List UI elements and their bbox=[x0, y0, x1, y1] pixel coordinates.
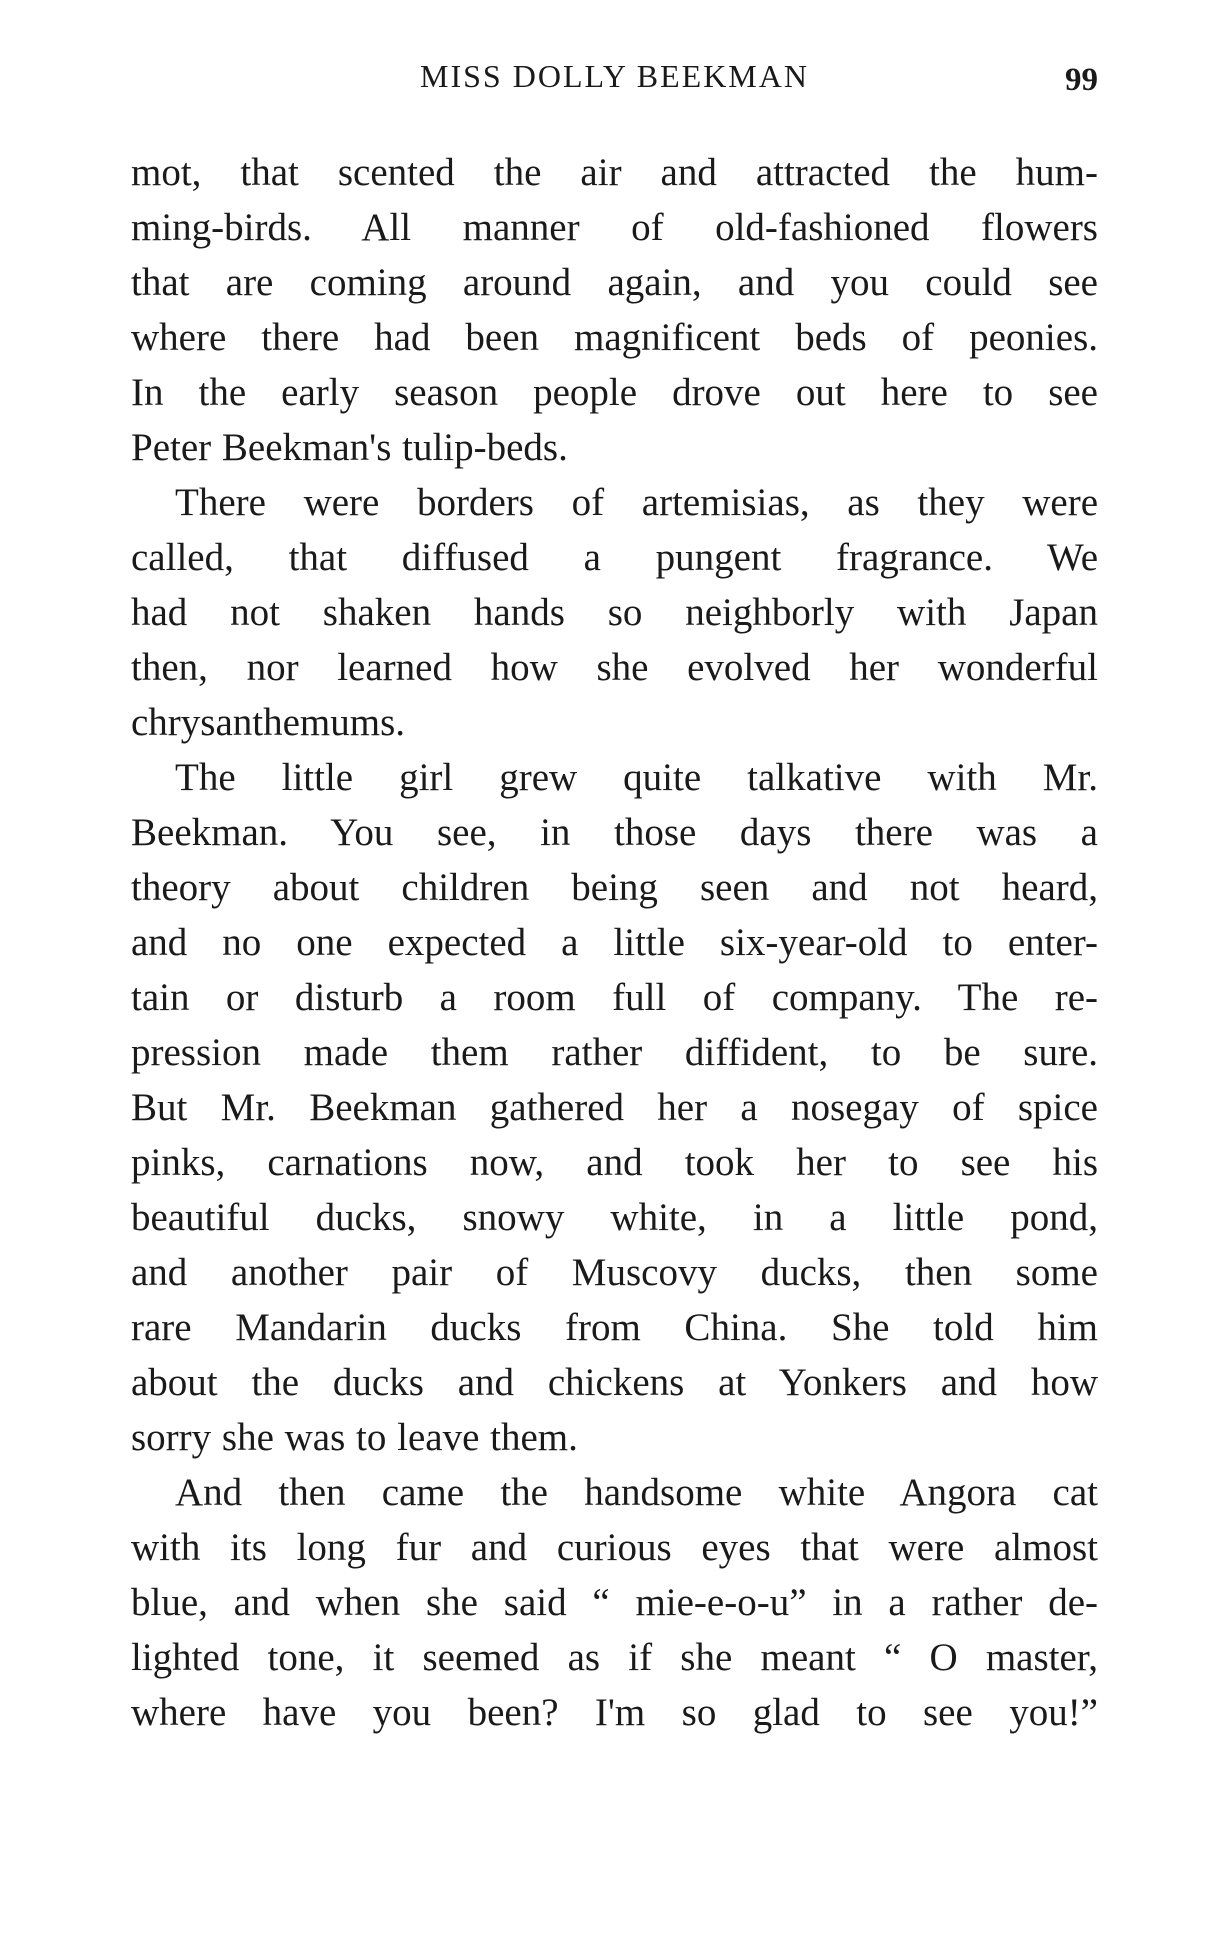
text-line: Beekman. You see, in those days there was a bbox=[131, 811, 1098, 854]
text-line: about the ducks and chickens at Yonkers and how bbox=[131, 1361, 1098, 1404]
text-line: But Mr. Beekman gathered her a nosegay of spice bbox=[131, 1086, 1098, 1129]
text-line: ming-birds. All manner of old-fashioned flowers bbox=[131, 206, 1098, 249]
text-line: beautiful ducks, snowy white, in a little pond, bbox=[131, 1196, 1098, 1239]
text-line: sorry she was to leave them. bbox=[131, 1416, 578, 1459]
running-title: MISS DOLLY BEEKMAN bbox=[420, 58, 809, 94]
text-line: lighted tone, it seemed as if she meant “ O master, bbox=[131, 1636, 1098, 1679]
text-line: And then came the handsome white Angora cat bbox=[175, 1471, 1098, 1514]
text-line: Peter Beekman's tulip-beds. bbox=[131, 426, 568, 469]
text-line: mot, that scented the air and attracted the hum- bbox=[131, 151, 1098, 194]
text-line: theory about children being seen and not heard, bbox=[131, 866, 1098, 909]
page-number: 99 bbox=[1065, 62, 1098, 98]
running-head bbox=[131, 56, 1098, 96]
text-line: rare Mandarin ducks from China. She told him bbox=[131, 1306, 1098, 1349]
text-line: The little girl grew quite talkative with Mr. bbox=[175, 756, 1098, 799]
text-line: had not shaken hands so neighborly with Japan bbox=[131, 591, 1098, 634]
text-line: where have you been? I'm so glad to see you!” bbox=[131, 1691, 1098, 1734]
paragraph-2 bbox=[131, 475, 1098, 750]
text-line: pression made them rather diffident, to be sure. bbox=[131, 1031, 1098, 1074]
text-line: with its long fur and curious eyes that were almost bbox=[131, 1526, 1098, 1569]
text-line: pinks, carnations now, and took her to see his bbox=[131, 1141, 1098, 1184]
paragraph-3 bbox=[131, 750, 1098, 1465]
paragraph-1 bbox=[131, 145, 1098, 475]
text-line: called, that diffused a pungent fragrance. We bbox=[131, 536, 1098, 579]
text-line: blue, and when she said “ mie-e-o-u” in a rather de- bbox=[131, 1581, 1098, 1624]
text-line: tain or disturb a room full of company. The re- bbox=[131, 976, 1098, 1019]
paragraph-4 bbox=[131, 1465, 1098, 1740]
text-line: There were borders of artemisias, as they were bbox=[175, 481, 1098, 524]
text-line: then, nor learned how she evolved her wonderful bbox=[131, 646, 1098, 689]
text-line: and another pair of Muscovy ducks, then some bbox=[131, 1251, 1098, 1294]
text-line: and no one expected a little six-year-old to enter- bbox=[131, 921, 1098, 964]
body-text bbox=[131, 145, 1098, 1740]
text-line: chrysanthemums. bbox=[131, 701, 406, 744]
text-line: that are coming around again, and you could see bbox=[131, 261, 1098, 304]
text-line: In the early season people drove out here to see bbox=[131, 371, 1098, 414]
text-line: where there had been magnificent beds of peonies. bbox=[131, 316, 1098, 359]
